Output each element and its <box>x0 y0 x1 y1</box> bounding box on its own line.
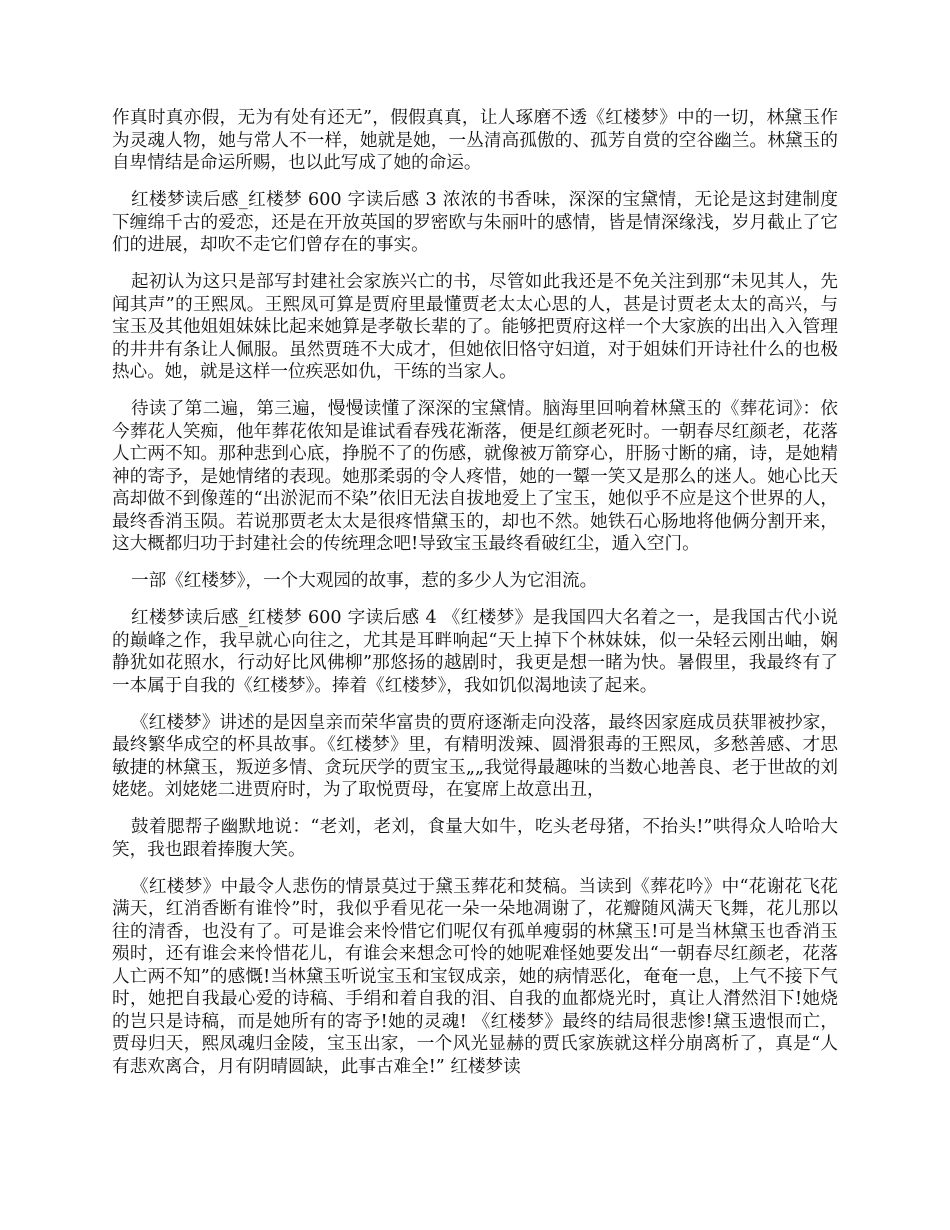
paragraph-9: 《红楼梦》中最令人悲伤的情景莫过于黛玉葬花和焚稿。当读到《葬花吟》中“花谢花飞花满天，红消香断有谁怜”时，我似乎看见花一朵一朵地凋谢了，花瓣随风满天飞舞，花儿那以往的清香，也没有了。可是谁会来怜惜它们呢仅有孤单瘦弱的林黛玉!可是当林黛玉也香消玉殒时，还有谁会来怜惜花儿，有谁会来想念可怜的她呢难怪她要发出“一朝春尽红颜老，花落人亡两不知”的感慨!当林黛玉听说宝玉和宝钗成亲，她的病情恶化，奄奄一息，上气不接下气时，她把自我最心爱的诗稿、手绢和着自我的泪、自我的血都烧光时，真让人潸然泪下!她烧的岂只是诗稿，而是她所有的寄予!她的灵魂! 《红楼梦》最终的结局很悲惨!黛玉遗恨而亡，贾母归天，熙凤魂归金陵，宝玉出家，一个风光显赫的贾氏家族就这样分崩离析了，真是“人有悲欢离合，月有阴晴圆缺，此事古难全!” 红楼梦读 <box>112 876 838 1077</box>
paragraph-5: 一部《红楼梦》，一个大观园的故事，惹的多少人为它泪流。 <box>131 571 598 591</box>
paragraph-4: 待读了第二遍，第三遍，慢慢读懂了深深的宝黛情。脑海里回响着林黛玉的《葬花词》：依今葬花人笑痴，他年葬花侬知是谁试看春残花渐落，便是红颜老死时。一朝春尽红颜老，花落人亡两不知。那种悲到心底，挣脱不了的伤感，就像被万箭穿心，肝肠寸断的痛，诗，是她精神的寄予，是她情绪的表现。她那柔弱的令人疼惜，她的一颦一笑又是那么的迷人。她心比天高却做不到像莲的“出淤泥而不染”依旧无法自拔地爱上了宝玉，她似乎不应是这个世界的人，最终香消玉陨。若说那贾老太太是很疼惜黛玉的，却也不然。她铁石心肠地将他俩分割开来，这大概都归功于封建社会的传统理念吧!导致宝玉最终看破红尘，遁入空门。 <box>112 399 838 554</box>
paragraph-1: 作真时真亦假，无为有处有还无”，假假真真，让人琢磨不透《红楼梦》中的一切，林黛玉作为灵魂人物，她与常人不一样，她就是她，一丛清高孤傲的、孤芳自赏的空谷幽兰。林黛玉的自卑情结是命运所赐，也以此写成了她的命运。 <box>112 108 838 173</box>
paragraph-6: 红楼梦读后感_红楼梦 600 字读后感 4 《红楼梦》是我国四大名着之一，是我国古代小说的巅峰之作，我早就心向往之，尤其是耳畔响起“天上掉下个林妹妹，似一朵轻云刚出岫，娴静犹如花照水，行动好比风佛柳”那悠扬的越剧时，我更是想一睹为快。暑假里，我最终有了一本属于自我的《红楼梦》。捧着《红楼梦》，我如饥似渴地读了起来。 <box>112 608 838 696</box>
paragraph-2: 红楼梦读后感_红楼梦 600 字读后感 3 浓浓的书香味，深深的宝黛情，无论是这封建制度下缠绵千古的爱恋，还是在开放英国的罗密欧与朱丽叶的感情，皆是情深缘浅，岁月截止了它们的进展，却吹不走它们曾存在的事实。 <box>112 190 838 255</box>
paragraph-7: 《红楼梦》讲述的是因皇亲而荣华富贵的贾府逐渐走向没落，最终因家庭成员获罪被抄家，最终繁华成空的杯具故事。《红楼梦》里，有精明泼辣、圆滑狠毒的王熙凤，多愁善感、才思敏捷的林黛玉，叛逆多情、贪玩厌学的贾宝玉„„我觉得最趣味的当数心地善良、老于世故的刘姥姥。刘姥姥二进贾府时，为了取悦贾母，在宴席上故意出丑， <box>112 712 838 800</box>
paragraph-8: 鼓着腮帮子幽默地说：“老刘，老刘，食量大如牛，吃头老母猪，不抬头!”哄得众人哈哈大笑，我也跟着捧腹大笑。 <box>112 817 838 860</box>
paragraph-3: 起初认为这只是部写封建社会家族兴亡的书，尽管如此我还是不免关注到那“未见其人，先闻其声”的王熙凤。王熙凤可算是贾府里最懂贾老太太心思的人，甚是讨贾老太太的高兴，与宝玉及其他姐姐妹妹比起来她算是孝敬长辈的了。能够把贾府这样一个大家族的出出入入管理的井井有条让人佩服。虽然贾琏不大成才，但她依旧恪守妇道，对于姐妹们开诗社什么的也极热心。她，就是这样一位疾恶如仇，干练的当家人。 <box>112 272 838 382</box>
document-page <box>112 107 838 1093</box>
